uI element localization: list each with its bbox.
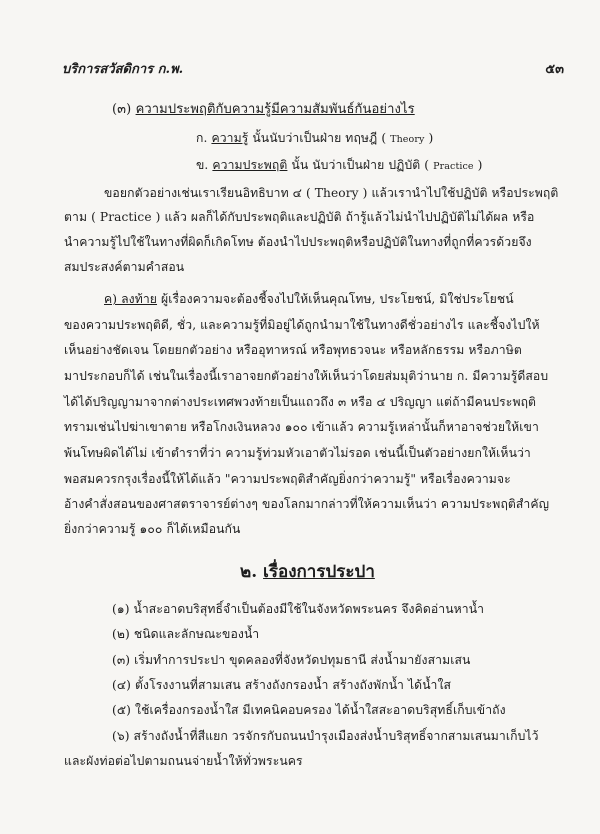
section-3-heading <box>112 98 415 119</box>
page-number: ๕๓ <box>545 62 564 77</box>
paragraph-line: ตาม ( Practice ) แล้ว ผลก็ได้กับประพฤติและปฏิบัติ ถ้ารู้แล้วไม่นำไปปฏิบัติไม่ได้ผล หรือ <box>64 210 535 224</box>
section-2-heading <box>240 558 375 585</box>
definition-item: ข. ความประพฤติ นั้น นับว่าเป็นฝ่าย ปฏิบัติ ( Practice ) <box>196 158 483 172</box>
paragraph-line: ขอยกตัวอย่างเช่นเราเรียนอิทธิบาท ๔ ( Theory ) แล้วเรานำไปใช้ปฏิบัติ หรือประพฤติ <box>104 186 559 200</box>
section-2-number: ๒. <box>240 562 258 582</box>
list-item: (๕) ใช้เครื่องกรองน้ำใส มีเทคนิคอบครอง ได้น้ำใสสะอาดบริสุทธิ์เก็บเข้าถัง <box>112 703 506 717</box>
section-2-title: เรื่องการประปา <box>263 562 375 582</box>
list-item: (๔) ตั้งโรงงานที่สามเสน สร้างถังกรองน้ำ สร้างถังพักน้ำ ได้น้ำใส <box>112 678 452 692</box>
definition-item: ก. ความรู้ นั้นนับว่าเป็นฝ่าย ทฤษฎี ( Theory ) <box>196 131 434 145</box>
paragraph-line: เห็นอย่างชัดเจน โดยยกตัวอย่าง หรืออุทาหรณ์ หรือพุทธวจนะ หรือหลักธรรม หรือภาษิต <box>64 343 522 357</box>
paragraph-line: พ้นโทษผิดได้ไม่ เข้าตำราที่ว่า ความรู้ท่วมหัวเอาตัวไม่รอด เช่นนี้เป็นตัวอย่างยกให้เห็นว่า <box>64 446 531 460</box>
paragraph-line: พอสมควรกรุงเรื่องนี้ให้ได้แล้ว "ความประพฤติสำคัญยิ่งกว่าความรู้" หรือเรื่องความจะ <box>64 472 511 486</box>
paragraph-line: อ้างคำสั่งสอนของศาสตราจารย์ต่างๆ ของโลกมากล่าวที่ให้ความเห็นว่า ความประพฤติสำคัญ <box>64 497 550 511</box>
paragraph-line: ทรามเช่นไปฆ่าเขาตาย หรือโกงเงินหลวง ๑๐๐ เข้าแล้ว ความรู้เหล่านั้นก็หาอาจช่วยให้เขา <box>64 420 539 434</box>
paragraph-line: นำความรู้ไปใช้ในทางที่ผิดก็เกิดโทษ ต้องนำไปประพฤติหรือปฏิบัติในทางที่ถูกที่ควรด้วยจึง <box>64 235 532 249</box>
subsection-label: ค) ลงท้าย <box>104 292 158 306</box>
paragraph-line: ของความประพฤติดี, ชั่ว, และความรู้ที่มิอยู่ได้ถูกนำมาใช้ในทางดีชั่วอย่างไร และชี้จงไปให้ <box>64 318 540 332</box>
term-knowledge: ความรู้ <box>211 131 249 145</box>
list-item: (๖) สร้างถังน้ำที่สีแยก วรจักรกับถนนบำรุงเมืองส่งน้ำบริสุทธิ์จากสามเสนมาเก็บไว้ <box>112 729 539 743</box>
section-3-number: (๓) <box>112 102 132 117</box>
list-item: (๓) เริ่มทำการประปา ขุดคลองที่จังหวัดปทุมธานี ส่งน้ำมายังสามเสน <box>112 653 471 667</box>
paragraph-line: ยิ่งกว่าความรู้ ๑๐๐ ก็ได้เหมือนกัน <box>64 522 241 536</box>
section-3-title: ความประพฤติกับความรู้มีความสัมพันธ์กันอย่างไร <box>135 102 415 117</box>
term-behavior: ความประพฤติ <box>212 158 288 172</box>
paragraph-line: สมประสงค์ตามคำสอน <box>64 260 185 274</box>
list-item: (๑) น้ำสะอาดบริสุทธิ์จำเป็นต้องมีใช้ในจังหวัดพระนคร จึงคิดอ่านหาน้ำ <box>112 602 485 616</box>
running-header: บริการสวัสดิการ ก.พ. <box>62 62 184 77</box>
list-item: (๒) ชนิดและลักษณะของน้ำ <box>112 627 260 641</box>
paragraph-line: และผังท่อต่อไปตามถนนจ่ายน้ำให้ทั่วพระนคร <box>64 754 303 768</box>
paragraph-line: ได้ได้ปริญญามาจากต่างประเทศพวงท้ายเป็นแถวถึง ๓ หรือ ๔ ปริญญา แต่ถ้ามีคนประพฤติ <box>64 395 537 409</box>
paragraph-line: มาประกอบก็ได้ เช่นในเรื่องนี้เราอาจยกตัวอย่างให้เห็นว่าโดยส่มมุติว่านาย ก. มีความรู้ดีสอบ <box>64 369 549 383</box>
paragraph-line: ค) ลงท้าย ผู้เรื่องความจะต้องชี้จงไปให้เห็นคุณโทษ, ประโยชน์, มิใช่ประโยชน์ <box>104 292 514 306</box>
